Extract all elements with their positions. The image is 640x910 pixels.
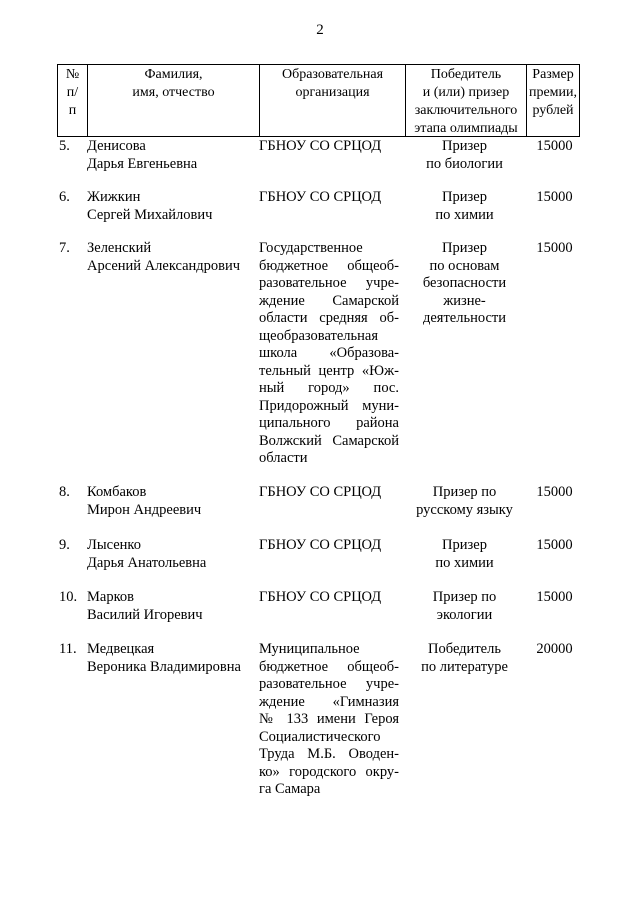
header-winner: Победитель и (или) призер заключительного этапа олимпиады <box>405 64 526 137</box>
achievement: Призер по основам безопасности жизне- деятельности <box>422 240 507 326</box>
row-number: 5. <box>59 138 70 154</box>
prize-amount: 15000 <box>536 138 573 154</box>
organization: ГБНОУ СО СРЦОД <box>259 138 382 154</box>
full-name: Медвецкая Вероника Владимировна <box>87 641 241 675</box>
full-name: Жижкин Сергей Михайлович <box>87 189 213 223</box>
prize-amount: 15000 <box>536 240 573 256</box>
achievement: Призер по биологии <box>426 138 503 172</box>
full-name: Лысенко Дарья Анатольевна <box>87 537 207 571</box>
full-name: Денисова Дарья Евгеньевна <box>87 138 198 172</box>
row-number: 9. <box>59 537 70 553</box>
prize-amount: 15000 <box>536 484 573 500</box>
row-number: 10. <box>59 589 78 605</box>
row-number: 8. <box>59 484 70 500</box>
header-name: Фамилия, имя, отчество <box>87 64 259 137</box>
achievement: Победитель по литературе <box>421 641 508 675</box>
header-prize: Размер премии, рублей <box>526 64 580 137</box>
full-name: Комбаков Мирон Андреевич <box>87 484 202 518</box>
prize-amount: 15000 <box>536 589 573 605</box>
prize-amount: 20000 <box>536 641 573 657</box>
achievement: Призер по химии <box>435 189 494 223</box>
page-number: 2 <box>316 22 324 38</box>
row-number: 11. <box>59 641 77 657</box>
organization: ГБНОУ СО СРЦОД <box>259 589 382 605</box>
full-name: Зеленский Арсений Александрович <box>87 240 241 274</box>
header-num: № п/ п <box>57 64 87 137</box>
achievement: Призер по экологии <box>432 589 497 623</box>
organization: ГБНОУ СО СРЦОД <box>259 537 382 553</box>
row-number: 7. <box>59 240 70 256</box>
header-org: Образовательная организация <box>259 64 405 137</box>
organization: Муниципальное бюджетное общеоб- разовательное учре- ждение «Гимназия № 133 имени Героя Социалистического Труда М.Б. Оводен- ко» городского окру- га Самара <box>259 641 399 797</box>
organization: Государственное бюджетное общеоб- разовательное учре- ждение Самарской области средняя об- щеобразовательная школа «Образова- тельный центр «Юж- ный город» пос. Придорожный муни- ципального района Волжский Самарской области <box>259 240 399 466</box>
achievement: Призер по химии <box>435 537 494 571</box>
achievement: Призер по русскому языку <box>416 484 513 518</box>
full-name: Марков Василий Игоревич <box>87 589 203 623</box>
prize-amount: 15000 <box>536 537 573 553</box>
table-header <box>57 64 580 137</box>
organization: ГБНОУ СО СРЦОД <box>259 484 382 500</box>
row-number: 6. <box>59 189 70 205</box>
prize-amount: 15000 <box>536 189 573 205</box>
organization: ГБНОУ СО СРЦОД <box>259 189 382 205</box>
